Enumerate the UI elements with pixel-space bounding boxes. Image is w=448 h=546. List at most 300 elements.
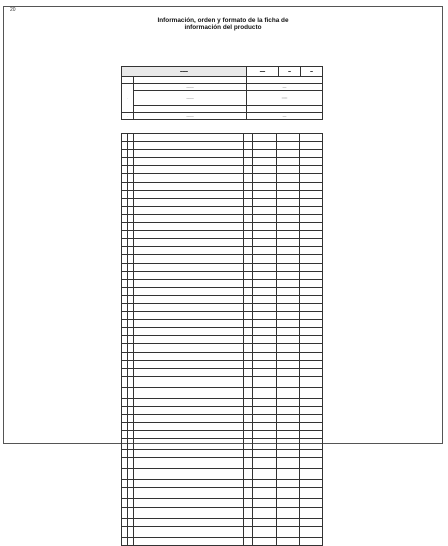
table-cell: [277, 279, 300, 287]
table-row: [122, 336, 323, 344]
table-cell: [244, 526, 253, 537]
table-cell: [300, 518, 323, 526]
table-cell: [300, 206, 323, 214]
table-row: [122, 134, 323, 142]
table-row: [122, 142, 323, 150]
table-cell: [253, 368, 277, 376]
table-cell: [253, 150, 277, 158]
table-cell: [300, 406, 323, 414]
table-cell: [300, 150, 323, 158]
table-row: [122, 174, 323, 182]
table-cell: [277, 406, 300, 414]
table-cell: [134, 387, 244, 398]
table-row: [122, 239, 323, 247]
table-cell: [134, 231, 244, 239]
table-cell: [300, 134, 323, 142]
table-cell: ──: [247, 84, 323, 91]
table-cell: [134, 190, 244, 198]
table-cell: [134, 279, 244, 287]
table-cell: [134, 182, 244, 190]
table-cell: [244, 423, 253, 431]
table-cell: ──: [247, 113, 323, 120]
table-row: [122, 84, 323, 91]
table-cell: [244, 255, 253, 263]
table-row: [122, 415, 323, 423]
table-row: [122, 106, 323, 113]
table-cell: [253, 387, 277, 398]
table-cell: [300, 537, 323, 545]
table-cell: [134, 458, 244, 469]
table-cell: [300, 214, 323, 222]
table-cell: [300, 368, 323, 376]
table-cell: [244, 295, 253, 303]
table-cell: [277, 423, 300, 431]
table-cell: [253, 190, 277, 198]
table-cell: [134, 328, 244, 336]
table-cell: [253, 174, 277, 182]
table-cell: [134, 360, 244, 368]
table-row: [122, 263, 323, 271]
table-cell: ────: [134, 91, 247, 106]
product-info-table-header: [121, 66, 323, 120]
table-cell: [134, 255, 244, 263]
document-sheet: [3, 6, 443, 444]
table-cell: [253, 336, 277, 344]
table-cell: [300, 439, 323, 450]
table-cell: [244, 182, 253, 190]
table-cell: [300, 376, 323, 387]
table-cell: [300, 488, 323, 499]
table-cell: [244, 328, 253, 336]
table-cell: [244, 507, 253, 518]
table-cell: ────: [134, 84, 247, 91]
table-cell: [244, 166, 253, 174]
table-cell: [244, 247, 253, 255]
table-cell: [134, 450, 244, 458]
table-cell: [253, 134, 277, 142]
table-cell: [253, 360, 277, 368]
table-cell: [134, 134, 244, 142]
table-row: [122, 469, 323, 480]
table-row: [122, 287, 323, 295]
table-cell: [300, 507, 323, 518]
table-cell: [277, 376, 300, 387]
table-cell: [253, 439, 277, 450]
table-cell: [277, 247, 300, 255]
table-cell: [253, 279, 277, 287]
table-cell: [277, 174, 300, 182]
table-cell: [253, 499, 277, 507]
table-row: [122, 214, 323, 222]
table-cell: ────: [134, 113, 247, 120]
table-cell: [253, 303, 277, 311]
table-cell: [244, 352, 253, 360]
table-cell: [277, 431, 300, 439]
table-cell: [244, 368, 253, 376]
table-cell: [122, 77, 134, 84]
table-cell: [134, 312, 244, 320]
table-cell: ·: [122, 113, 134, 120]
table-row: [122, 271, 323, 279]
table-cell: [253, 406, 277, 414]
table-cell: [253, 142, 277, 150]
table-cell: [244, 239, 253, 247]
table-cell: [134, 320, 244, 328]
table-cell: [300, 450, 323, 458]
table-cell: [300, 142, 323, 150]
table-cell: [244, 406, 253, 414]
table-cell: [134, 406, 244, 414]
table-cell: [244, 415, 253, 423]
table-cell: [244, 174, 253, 182]
table-cell: [300, 295, 323, 303]
table-cell: [134, 423, 244, 431]
table-cell: [277, 166, 300, 174]
table-cell: [244, 231, 253, 239]
table-cell: [253, 287, 277, 295]
table-cell: [277, 344, 300, 352]
table-cell: [277, 320, 300, 328]
table-cell: [300, 271, 323, 279]
table-cell: [253, 214, 277, 222]
table-cell: [300, 415, 323, 423]
table-cell: [244, 158, 253, 166]
table-cell: [253, 271, 277, 279]
table-cell: [300, 231, 323, 239]
table-cell: [300, 263, 323, 271]
table-cell: [277, 526, 300, 537]
table-cell: [300, 312, 323, 320]
table-cell: [244, 458, 253, 469]
table-cell: [134, 415, 244, 423]
table-cell: [300, 174, 323, 182]
table-cell: [277, 499, 300, 507]
table-cell: [300, 328, 323, 336]
table-cell: [277, 158, 300, 166]
table-cell: [253, 255, 277, 263]
table-cell: [134, 158, 244, 166]
table-row: [122, 387, 323, 398]
table-row: [122, 247, 323, 255]
table-cell: [277, 352, 300, 360]
table-cell: [277, 480, 300, 488]
table-cell: [300, 223, 323, 231]
table-cell: [244, 450, 253, 458]
table-cell: [253, 182, 277, 190]
table-row: [122, 231, 323, 239]
table-cell: [300, 255, 323, 263]
table-cell: [253, 312, 277, 320]
table-cell: [253, 507, 277, 518]
table-cell: [253, 423, 277, 431]
table-cell: [277, 198, 300, 206]
table-cell: [134, 439, 244, 450]
table-cell: [300, 190, 323, 198]
page-marker: 20: [10, 7, 16, 13]
table-cell: [277, 537, 300, 545]
table-cell: [134, 537, 244, 545]
table-cell: [277, 360, 300, 368]
table-cell: [134, 166, 244, 174]
table-cell: [134, 518, 244, 526]
table-cell: [244, 439, 253, 450]
table-cell: [134, 295, 244, 303]
table-cell: [300, 182, 323, 190]
table-cell: ▬: [301, 67, 323, 77]
table-cell: [244, 431, 253, 439]
table-cell: [253, 526, 277, 537]
table-row: [122, 480, 323, 488]
table-cell: [253, 247, 277, 255]
table-cell: [300, 431, 323, 439]
table-cell: [244, 198, 253, 206]
table-cell: [277, 368, 300, 376]
table-cell: [134, 287, 244, 295]
table-cell: [134, 431, 244, 439]
table-cell: [253, 166, 277, 174]
table-cell: [244, 206, 253, 214]
table-cell: [247, 77, 323, 84]
table-cell: [277, 150, 300, 158]
table-row: [122, 223, 323, 231]
table-cell: [253, 431, 277, 439]
table-row: [122, 255, 323, 263]
table-row: [122, 303, 323, 311]
table-cell: [277, 142, 300, 150]
table-cell: [244, 303, 253, 311]
table-cell: [244, 398, 253, 406]
table-cell: [277, 488, 300, 499]
table-cell: [300, 526, 323, 537]
table-cell: [134, 142, 244, 150]
table-row: [122, 295, 323, 303]
table-cell: [300, 158, 323, 166]
table-row: [122, 91, 323, 106]
table-cell: [244, 336, 253, 344]
table-cell: [300, 499, 323, 507]
table-cell: [134, 499, 244, 507]
table-cell: [277, 507, 300, 518]
table-cell: [134, 106, 247, 113]
table-cell: ▬▬▬: [122, 67, 247, 77]
table-cell: [277, 458, 300, 469]
table-row: [122, 67, 323, 77]
table-cell: [277, 303, 300, 311]
table-row: [122, 431, 323, 439]
table-cell: [244, 344, 253, 352]
table-cell: [134, 150, 244, 158]
title-line-2: información del producto: [184, 24, 262, 32]
table-cell: [244, 320, 253, 328]
table-row: [122, 458, 323, 469]
table-cell: [134, 368, 244, 376]
table-cell: [277, 255, 300, 263]
table-cell: [300, 198, 323, 206]
table-cell: [253, 295, 277, 303]
table-row: [122, 150, 323, 158]
table-cell: [134, 206, 244, 214]
table-cell: [134, 198, 244, 206]
table-cell: [253, 158, 277, 166]
table-cell: [300, 398, 323, 406]
table-row: [122, 360, 323, 368]
table-row: [122, 499, 323, 507]
table-cell: [134, 223, 244, 231]
table-cell: [253, 263, 277, 271]
table-cell: [300, 320, 323, 328]
table-cell: [253, 415, 277, 423]
table-cell: ▬: [279, 67, 301, 77]
table-row: [122, 518, 323, 526]
table-cell: [134, 263, 244, 271]
table-cell: [277, 450, 300, 458]
table-cell: ▬▬: [247, 67, 279, 77]
table-cell: [244, 387, 253, 398]
table-cell: [244, 142, 253, 150]
table-cell: [277, 469, 300, 480]
table-row: [122, 328, 323, 336]
table-cell: [134, 480, 244, 488]
table-row: [122, 279, 323, 287]
table-row: [122, 398, 323, 406]
table-cell: [253, 344, 277, 352]
table-cell: [244, 488, 253, 499]
table-cell: [300, 303, 323, 311]
table-cell: [277, 182, 300, 190]
table-cell: [134, 507, 244, 518]
table-cell: [300, 360, 323, 368]
table-row: [122, 166, 323, 174]
table-cell: [247, 106, 323, 113]
table-row: [122, 450, 323, 458]
table-cell: [134, 271, 244, 279]
table-cell: [300, 458, 323, 469]
table-cell: [134, 77, 247, 84]
table-row: [122, 158, 323, 166]
table-cell: [253, 488, 277, 499]
table-cell: [134, 344, 244, 352]
table-cell: [244, 360, 253, 368]
table-cell: [253, 328, 277, 336]
table-cell: [253, 231, 277, 239]
table-row: [122, 198, 323, 206]
table-cell: [253, 239, 277, 247]
table-row: [122, 507, 323, 518]
table-cell: [300, 239, 323, 247]
table-cell: [277, 206, 300, 214]
table-cell: [253, 537, 277, 545]
table-cell: [244, 150, 253, 158]
table-cell: [277, 387, 300, 398]
table-cell: [253, 458, 277, 469]
table-row: [122, 312, 323, 320]
table-cell: [244, 279, 253, 287]
table-cell: [244, 134, 253, 142]
table-cell: [300, 247, 323, 255]
table-cell: [134, 526, 244, 537]
table-cell: [277, 271, 300, 279]
table-cell: [244, 271, 253, 279]
table-cell: [300, 336, 323, 344]
table-row: [122, 406, 323, 414]
table-cell: [277, 398, 300, 406]
table-cell: [134, 214, 244, 222]
table-cell: [244, 190, 253, 198]
table-cell: [253, 352, 277, 360]
table-row: [122, 320, 323, 328]
table-row: [122, 352, 323, 360]
table-cell: [134, 352, 244, 360]
table-cell: [134, 398, 244, 406]
table-cell: [253, 320, 277, 328]
table-cell: [277, 518, 300, 526]
table-cell: ═══: [247, 91, 323, 106]
table-cell: [277, 439, 300, 450]
table-cell: [300, 423, 323, 431]
table-row: [122, 488, 323, 499]
table-row: [122, 113, 323, 120]
table-cell: [277, 190, 300, 198]
table-cell: [244, 263, 253, 271]
product-info-table: [121, 133, 323, 546]
table-cell: [277, 231, 300, 239]
table-cell: [277, 328, 300, 336]
table-cell: [277, 336, 300, 344]
table-cell: [300, 387, 323, 398]
table-row: [122, 423, 323, 431]
table-cell: [253, 480, 277, 488]
table-cell: [244, 480, 253, 488]
table-cell: [253, 223, 277, 231]
table-cell: [300, 344, 323, 352]
table-cell: [253, 450, 277, 458]
title-line-1: Información, orden y formato de la ficha de: [157, 17, 289, 24]
table-row: [122, 344, 323, 352]
table-cell: [277, 134, 300, 142]
table-cell: [244, 469, 253, 480]
table-cell: [253, 398, 277, 406]
table-cell: [244, 537, 253, 545]
table-cell: [244, 376, 253, 387]
table-cell: [300, 480, 323, 488]
table-cell: [134, 239, 244, 247]
product-info-table-body: [121, 133, 322, 546]
table-cell: [244, 223, 253, 231]
table-row: [122, 537, 323, 545]
table-cell: [277, 295, 300, 303]
table-cell: [253, 376, 277, 387]
table-row: [122, 526, 323, 537]
table-cell: [134, 469, 244, 480]
table-cell: [277, 214, 300, 222]
table-cell: [253, 518, 277, 526]
table-cell: [277, 287, 300, 295]
table-cell: [244, 312, 253, 320]
table-cell: [244, 518, 253, 526]
table-cell: [134, 174, 244, 182]
table-cell: [253, 198, 277, 206]
table-cell: [244, 214, 253, 222]
table-cell: [134, 488, 244, 499]
table-row: [122, 376, 323, 387]
table-cell: [277, 312, 300, 320]
table-row: [122, 190, 323, 198]
table-cell: [253, 469, 277, 480]
table-cell: [300, 279, 323, 287]
table-cell: [300, 352, 323, 360]
table-cell: [277, 415, 300, 423]
table-cell: [300, 469, 323, 480]
